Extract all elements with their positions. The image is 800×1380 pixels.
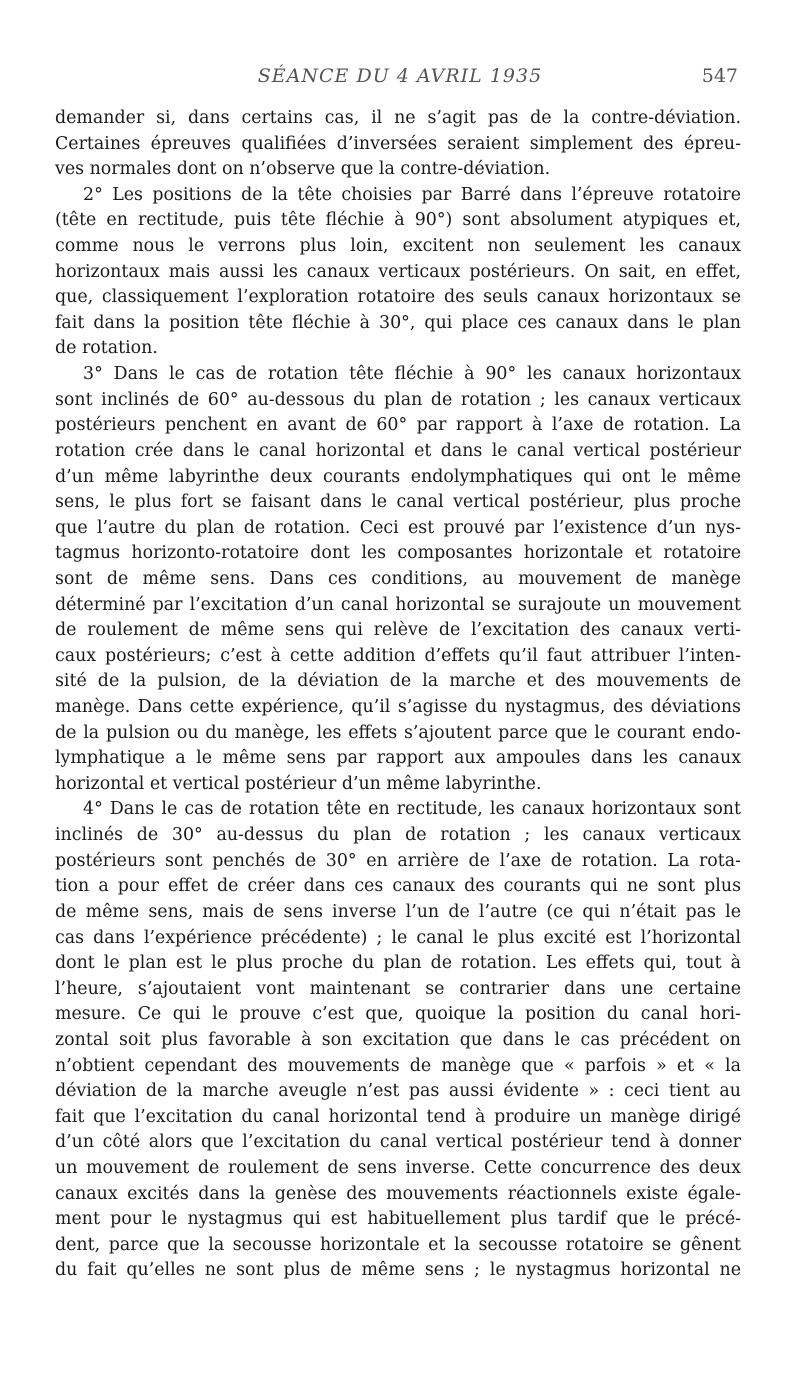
text-line: inclinés de 30° au-dessus du plan de rotation ; les canaux verticaux	[55, 825, 741, 846]
text-line: 3° Dans le cas de rotation tête fléchie à 90° les canaux horizontaux	[83, 364, 741, 385]
text-line: sont inclinés de 60° au-dessous du plan de rotation ; les canaux verticaux	[55, 389, 741, 410]
text-line: rotation crée dans le canal horizontal et dans le canal vertical postérieur	[55, 440, 741, 461]
text-line: caux postérieurs; c’est à cette addition d’effets qu’il faut attribuer l’inten-	[55, 645, 741, 666]
text-line: n’obtient cependant des mouvements de manège que « parfois » et « la	[55, 1055, 741, 1076]
text-line: fait dans la position tête fléchie à 30°, qui place ces canaux dans le plan	[55, 312, 741, 333]
text-line: postérieurs sont penchés de 30° en arrière de l’axe de rotation. La rota-	[55, 850, 741, 871]
text-line: mesure. Ce qui le prouve c’est que, quoique la position du canal hori-	[55, 1004, 741, 1025]
text-line: zontal soit plus favorable à son excitation que dans le cas précédent on	[55, 1029, 741, 1050]
text-line: 2° Les positions de la tête choisies par Barré dans l’épreuve rotatoire	[83, 184, 741, 205]
text-line: sont de même sens. Dans ces conditions, au mouvement de manège	[55, 568, 741, 589]
text-line: fait que l’excitation du canal horizontal tend à produire un manège dirigé	[55, 1106, 741, 1127]
text-line: déterminé par l’excitation d’un canal horizontal se surajoute un mouvement	[55, 594, 741, 615]
text-line: (tête en rectitude, puis tête fléchie à 90°) sont absolument atypiques et,	[55, 210, 741, 231]
text-line: 4° Dans le cas de rotation tête en rectitude, les canaux horizontaux sont	[83, 799, 741, 820]
page-header	[0, 64, 800, 88]
text-line: horizontaux mais aussi les canaux verticaux postérieurs. On sait, en effet,	[55, 261, 741, 282]
text-line: horizontal et vertical postérieur d’un même labyrinthe.	[55, 773, 542, 794]
text-line: tion a pour effet de créer dans ces canaux des courants qui ne sont plus	[55, 876, 741, 897]
text-line: de la pulsion ou du manège, les effets s’ajoutent parce que le courant endo-	[55, 722, 741, 743]
page-number: 547	[701, 65, 738, 87]
text-line: de même sens, mais de sens inverse l’un de l’autre (ce qui n’était pas le	[55, 901, 741, 922]
text-line: dent, parce que la secousse horizontale et la secousse rotatoire se gênent	[55, 1234, 741, 1255]
text-line: de rotation.	[55, 338, 158, 359]
text-line: dont le plan est le plus proche du plan de rotation. Les effets qui, tout à	[55, 953, 741, 974]
text-line: sité de la pulsion, de la déviation de la marche et des mouvements de	[55, 671, 741, 692]
text-line: un mouvement de roulement de sens inverse. Cette concurrence des deux	[55, 1157, 741, 1178]
text-line: lymphatique a le même sens par rapport aux ampoules dans les canaux	[55, 748, 741, 769]
text-line: de roulement de même sens qui relève de l’excitation des canaux verti-	[55, 620, 741, 641]
text-line: déviation de la marche aveugle n’est pas aussi évidente » : ceci tient au	[55, 1081, 741, 1102]
text-line: sens, le plus fort se faisant dans le canal vertical postérieur, plus proche	[55, 492, 741, 513]
text-line: Certaines épreuves qualifiées d’inversées seraient simplement des épreu-	[55, 133, 741, 154]
text-line: manège. Dans cette expérience, qu’il s’agisse du nystagmus, des déviations	[55, 697, 741, 718]
running-title: SÉANCE DU 4 AVRIL 1935	[257, 65, 543, 87]
text-line: que l’autre du plan de rotation. Ceci est prouvé par l’existence d’un nys-	[55, 517, 741, 538]
text-line: ment pour le nystagmus qui est habituellement plus tardif que le précé-	[55, 1209, 741, 1230]
text-line: l’heure, s’ajoutaient vont maintenant se contrarier dans une certaine	[55, 978, 741, 999]
text-line: canaux excités dans la genèse des mouvements réactionnels existe égale-	[55, 1183, 741, 1204]
text-line: d’un même labyrinthe deux courants endolymphatiques qui ont le même	[55, 466, 741, 487]
text-line: d’un côté alors que l’excitation du canal vertical postérieur tend à donner	[55, 1132, 741, 1153]
text-line: tagmus horizonto-rotatoire dont les composantes horizontale et rotatoire	[55, 543, 741, 564]
text-line: cas dans l’expérience précédente) ; le canal le plus excité est l’horizontal	[55, 927, 741, 948]
text-line: demander si, dans certains cas, il ne s’agit pas de la contre-déviation.	[55, 108, 741, 128]
text-line: du fait qu’elles ne sont plus de même sens ; le nystagmus horizontal ne	[55, 1260, 741, 1281]
body-text	[55, 106, 741, 1284]
text-line: que, classiquement l’exploration rotatoire des seuls canaux horizontaux se	[55, 287, 741, 308]
text-line: ves normales dont on n’observe que la contre-déviation.	[55, 159, 551, 180]
text-line: comme nous le verrons plus loin, excitent non seulement les canaux	[55, 236, 741, 257]
text-line: postérieurs penchent en avant de 60° par rapport à l’axe de rotation. La	[55, 415, 741, 436]
